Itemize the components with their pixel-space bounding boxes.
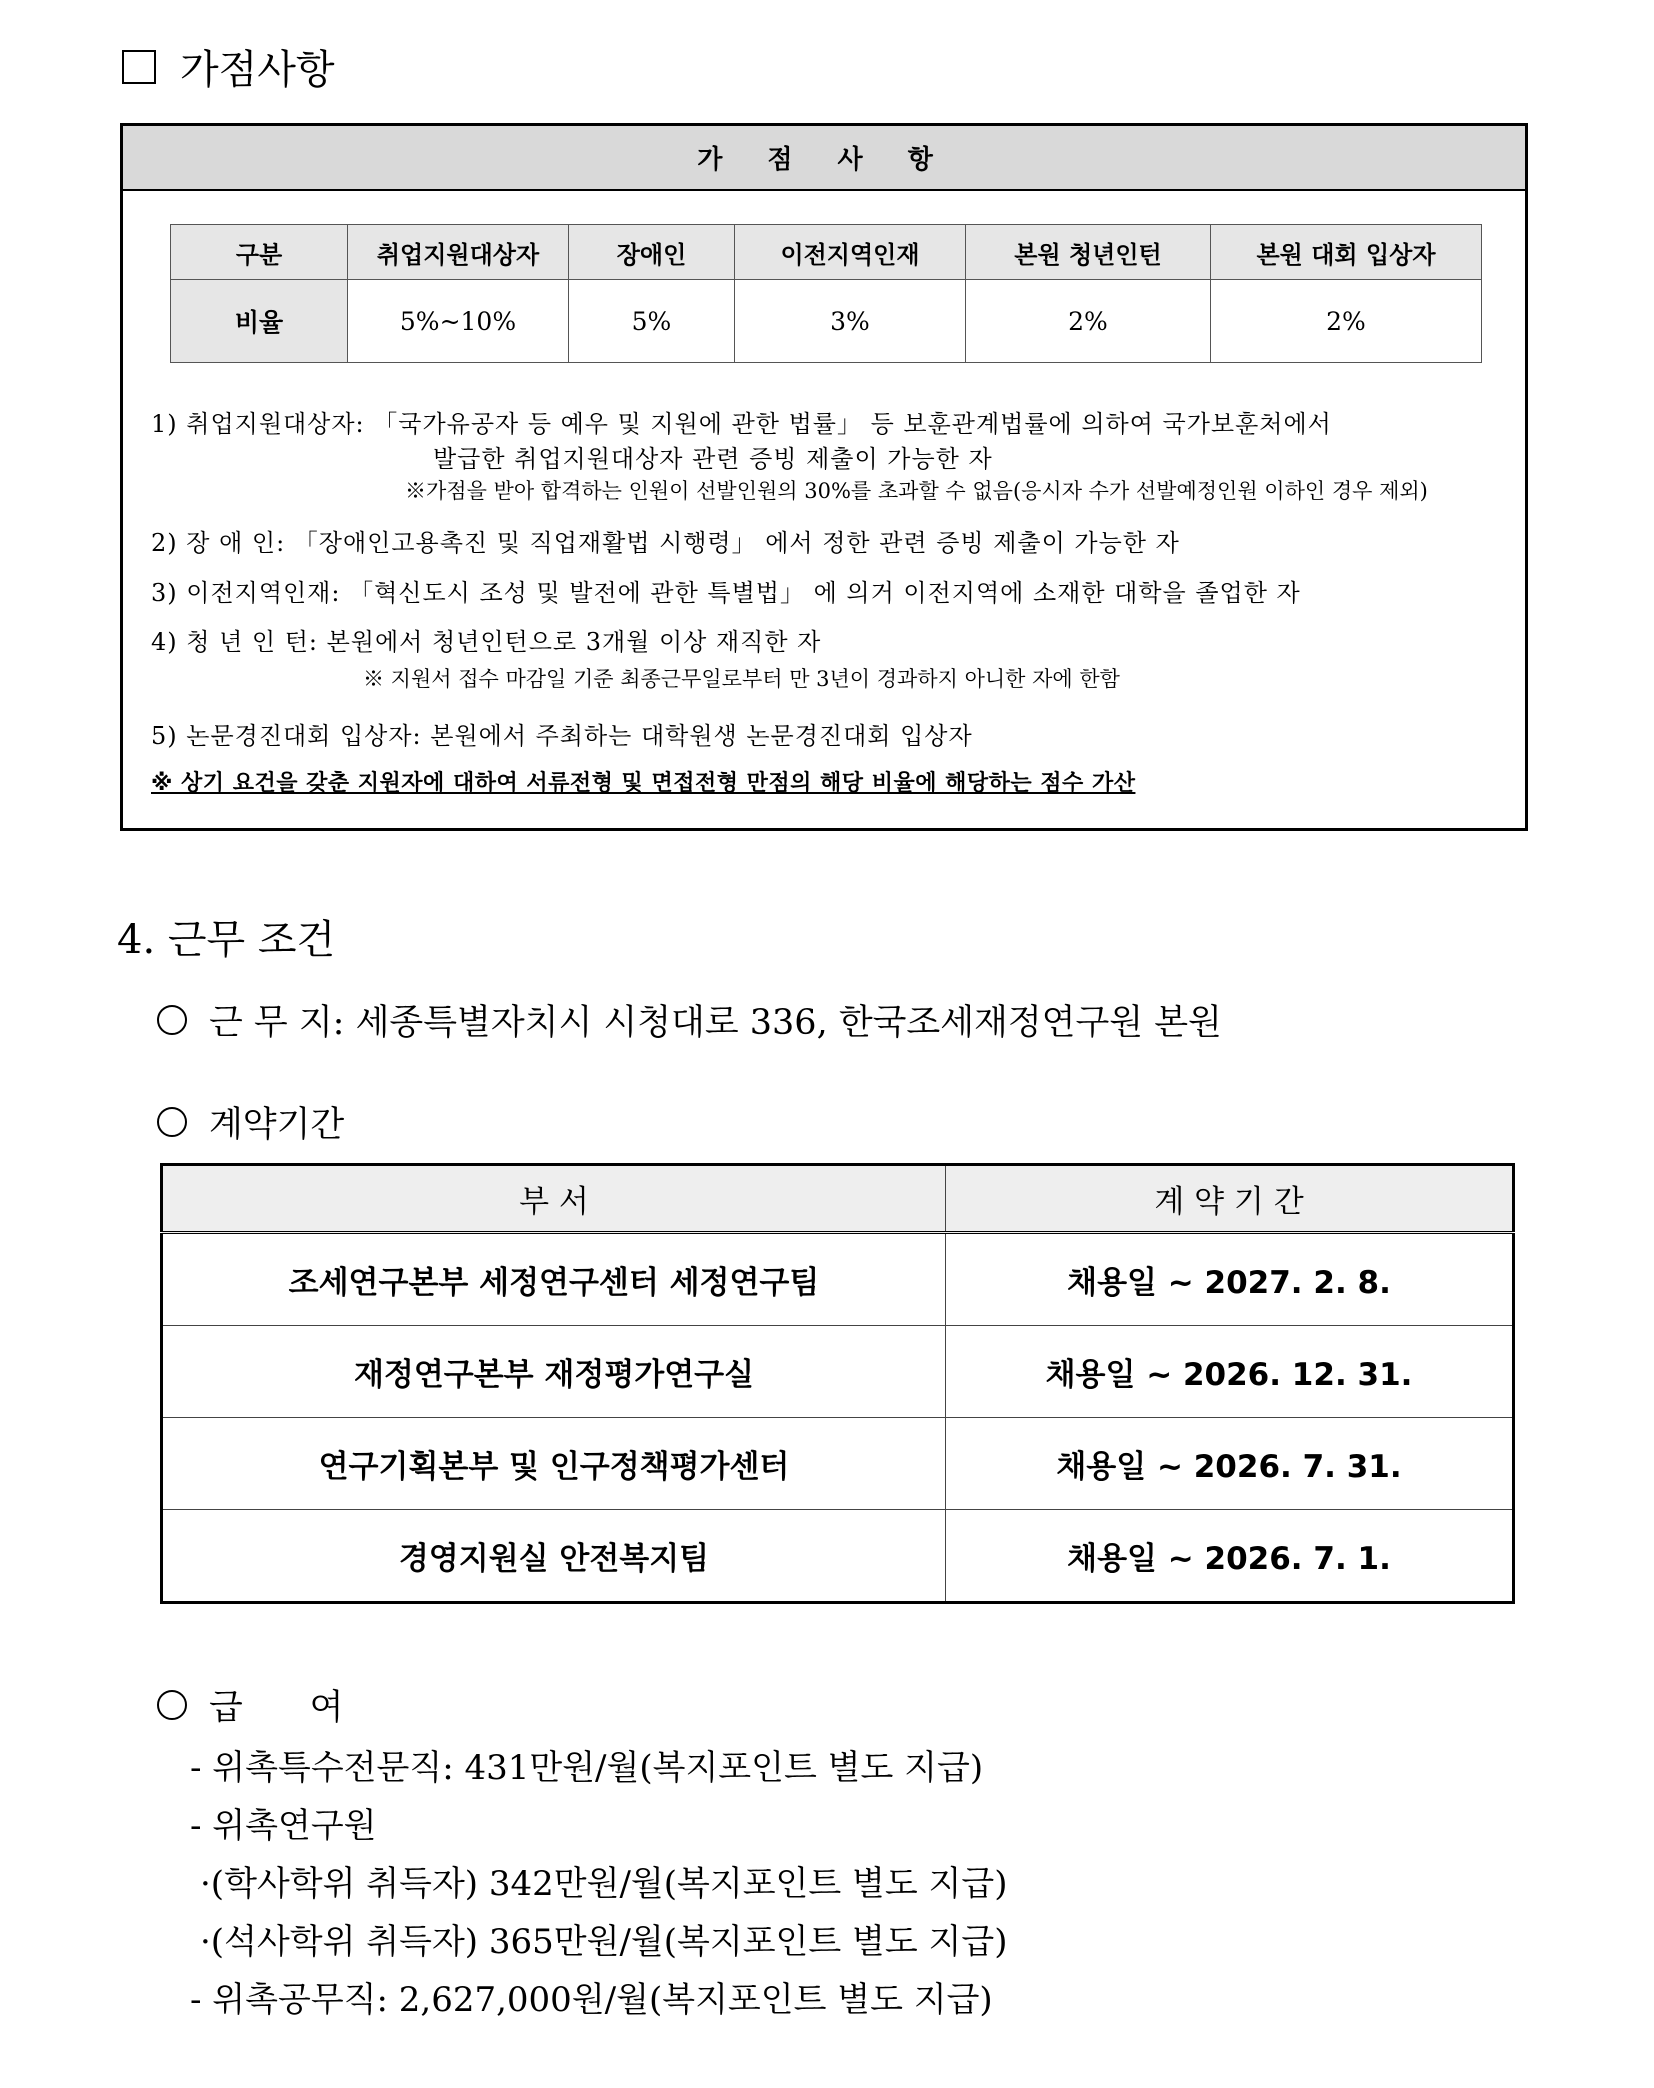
table-header-cell: 부 서 (162, 1165, 946, 1233)
work-conditions-heading: 4. 근무 조건 (117, 917, 336, 963)
checkbox-square-icon (122, 50, 156, 84)
table-row (171, 280, 1482, 363)
circle-bullet-icon (157, 1690, 187, 1720)
salary-item: ·(학사학위 취득자) 342만원/월(복지포인트 별도 지급) (200, 1864, 1008, 1904)
table-header-cell: 장애인 (569, 225, 735, 280)
table-header-cell: 본원 대회 입상자 (1211, 225, 1482, 280)
note-4: 4) 청 년 인 턴: 본원에서 청년인턴으로 3개월 이상 재직한 자 (151, 628, 822, 656)
circle-bullet-icon (157, 1107, 187, 1137)
table-cell: 2% (1211, 280, 1482, 363)
salary-line (157, 1680, 343, 1730)
bonus-rate-table (170, 224, 1482, 363)
bonus-section-heading (122, 38, 335, 95)
note-1-line-2: 발급한 취업지원대상자 관련 증빙 제출이 가능한 자 (433, 445, 993, 473)
table-header-row (162, 1165, 1514, 1233)
note-1-line-1: 1) 취업지원대상자: 「국가유공자 등 예우 및 지원에 관한 법률」 등 보훈관계법률에 의하여 국가보훈처에서 (151, 410, 1332, 438)
period-cell: 채용일 ~ 2026. 12. 31. (946, 1326, 1514, 1418)
salary-item: - 위촉공무직: 2,627,000원/월(복지포인트 별도 지급) (190, 1980, 993, 2020)
table-cell: 5%~10% (348, 280, 569, 363)
bonus-section-title: 가점사항 (180, 47, 335, 93)
contract-period-line (157, 1097, 344, 1147)
period-cell: 채용일 ~ 2026. 7. 31. (946, 1418, 1514, 1510)
table-cell: 2% (966, 280, 1211, 363)
period-cell: 채용일 ~ 2026. 7. 1. (946, 1510, 1514, 1603)
contract-period-label: 계약기간 (209, 1105, 345, 1145)
table-header-cell: 취업지원대상자 (348, 225, 569, 280)
table-header-cell: 계 약 기 간 (946, 1165, 1514, 1233)
table-row (162, 1233, 1514, 1326)
table-row-label: 비율 (171, 280, 348, 363)
department-cell: 재정연구본부 재정평가연구실 (162, 1326, 946, 1418)
salary-item: ·(석사학위 취득자) 365만원/월(복지포인트 별도 지급) (200, 1922, 1008, 1962)
table-header-cell: 이전지역인재 (735, 225, 966, 280)
bonus-box (120, 123, 1528, 831)
table-row (162, 1326, 1514, 1418)
table-cell: 3% (735, 280, 966, 363)
work-location-line (157, 995, 1222, 1045)
contract-table (160, 1163, 1515, 1604)
salary-item: - 위촉특수전문직: 431만원/월(복지포인트 별도 지급) (190, 1748, 984, 1788)
note-5: 5) 논문경진대회 입상자: 본원에서 주최하는 대학원생 논문경진대회 입상자 (151, 722, 973, 750)
work-location: 근 무 지: 세종특별자치시 시청대로 336, 한국조세재정연구원 본원 (209, 1003, 1222, 1043)
department-cell: 조세연구본부 세정연구센터 세정연구팀 (162, 1233, 946, 1326)
department-cell: 경영지원실 안전복지팀 (162, 1510, 946, 1603)
circle-bullet-icon (157, 1005, 187, 1035)
emphasis-note: ※ 상기 요건을 갖춘 지원자에 대하여 서류전형 및 면접전형 만점의 해당 비율에 해당하는 점수 가산 (151, 771, 1136, 796)
table-header-cell: 구분 (171, 225, 348, 280)
table-header-row (171, 225, 1482, 280)
note-3: 3) 이전지역인재: 「혁신도시 조성 및 발전에 관한 특별법」 에 의거 이전지역에 소재한 대학을 졸업한 자 (151, 579, 1301, 607)
note-2: 2) 장 애 인: 「장애인고용촉진 및 직업재활법 시행령」 에서 정한 관련 증빙 제출이 가능한 자 (151, 529, 1180, 557)
salary-item: - 위촉연구원 (190, 1806, 377, 1846)
table-cell: 5% (569, 280, 735, 363)
salary-label: 급 여 (209, 1688, 344, 1728)
table-header-cell: 본원 청년인턴 (966, 225, 1211, 280)
note-4-sub: ※ 지원서 접수 마감일 기준 최종근무일로부터 만 3년이 경과하지 아니한 자에 한함 (363, 667, 1120, 691)
bonus-box-title: 가 점 사 항 (123, 126, 1525, 191)
note-1-sub: ※가점을 받아 합격하는 인원이 선발인원의 30%를 초과할 수 없음(응시자 수가 선발예정인원 이하인 경우 제외) (405, 479, 1428, 503)
table-row (162, 1418, 1514, 1510)
table-row (162, 1510, 1514, 1603)
department-cell: 연구기획본부 및 인구정책평가센터 (162, 1418, 946, 1510)
period-cell: 채용일 ~ 2027. 2. 8. (946, 1233, 1514, 1326)
